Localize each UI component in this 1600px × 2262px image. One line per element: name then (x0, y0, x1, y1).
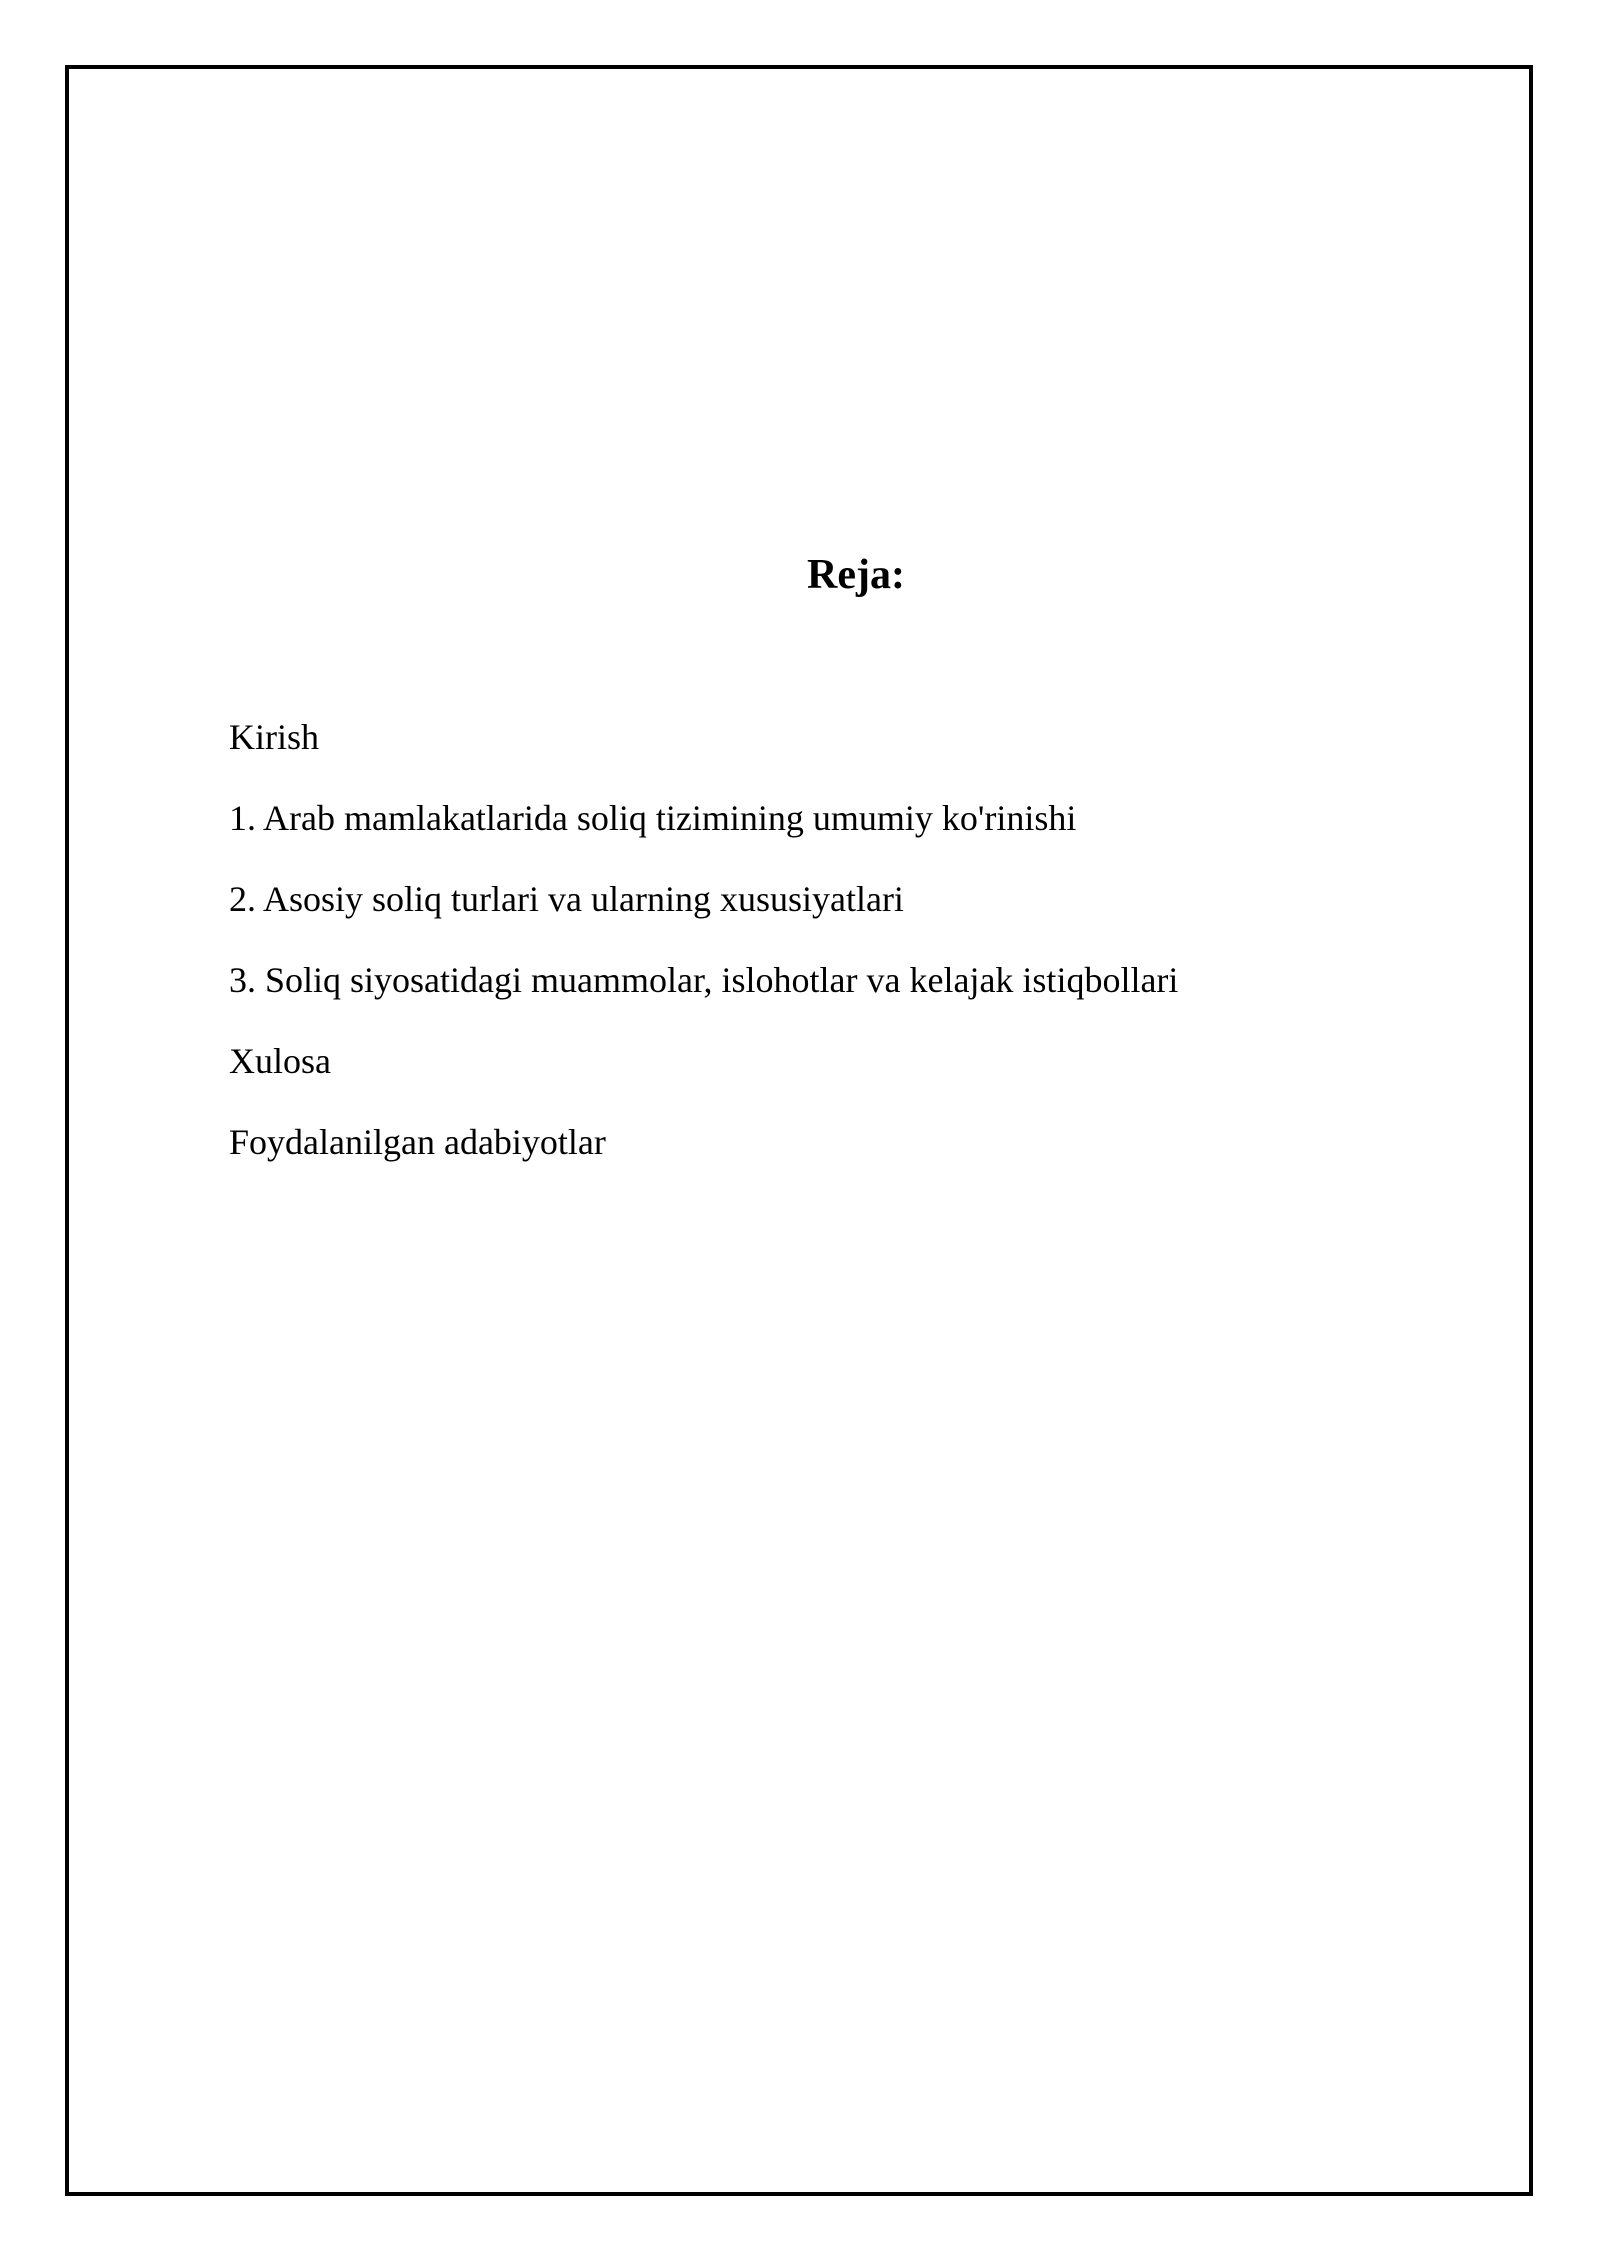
toc-item-references: Foydalanilgan adabiyotlar (229, 1122, 606, 1162)
toc-item-chapter-3: 3. Soliq siyosatidagi muammolar, islohotlar va kelajak istiqbollari (229, 960, 1179, 1000)
page-title: Reja: (807, 552, 905, 598)
toc-item-introduction: Kirish (229, 717, 319, 757)
table-of-contents (229, 697, 1178, 1183)
toc-item-conclusion: Xulosa (229, 1041, 331, 1081)
toc-item-chapter-1: 1. Arab mamlakatlarida soliq tizimining umumiy ko'rinishi (229, 798, 1077, 838)
toc-item-chapter-2: 2. Asosiy soliq turlari va ularning xususiyatlari (229, 879, 904, 919)
